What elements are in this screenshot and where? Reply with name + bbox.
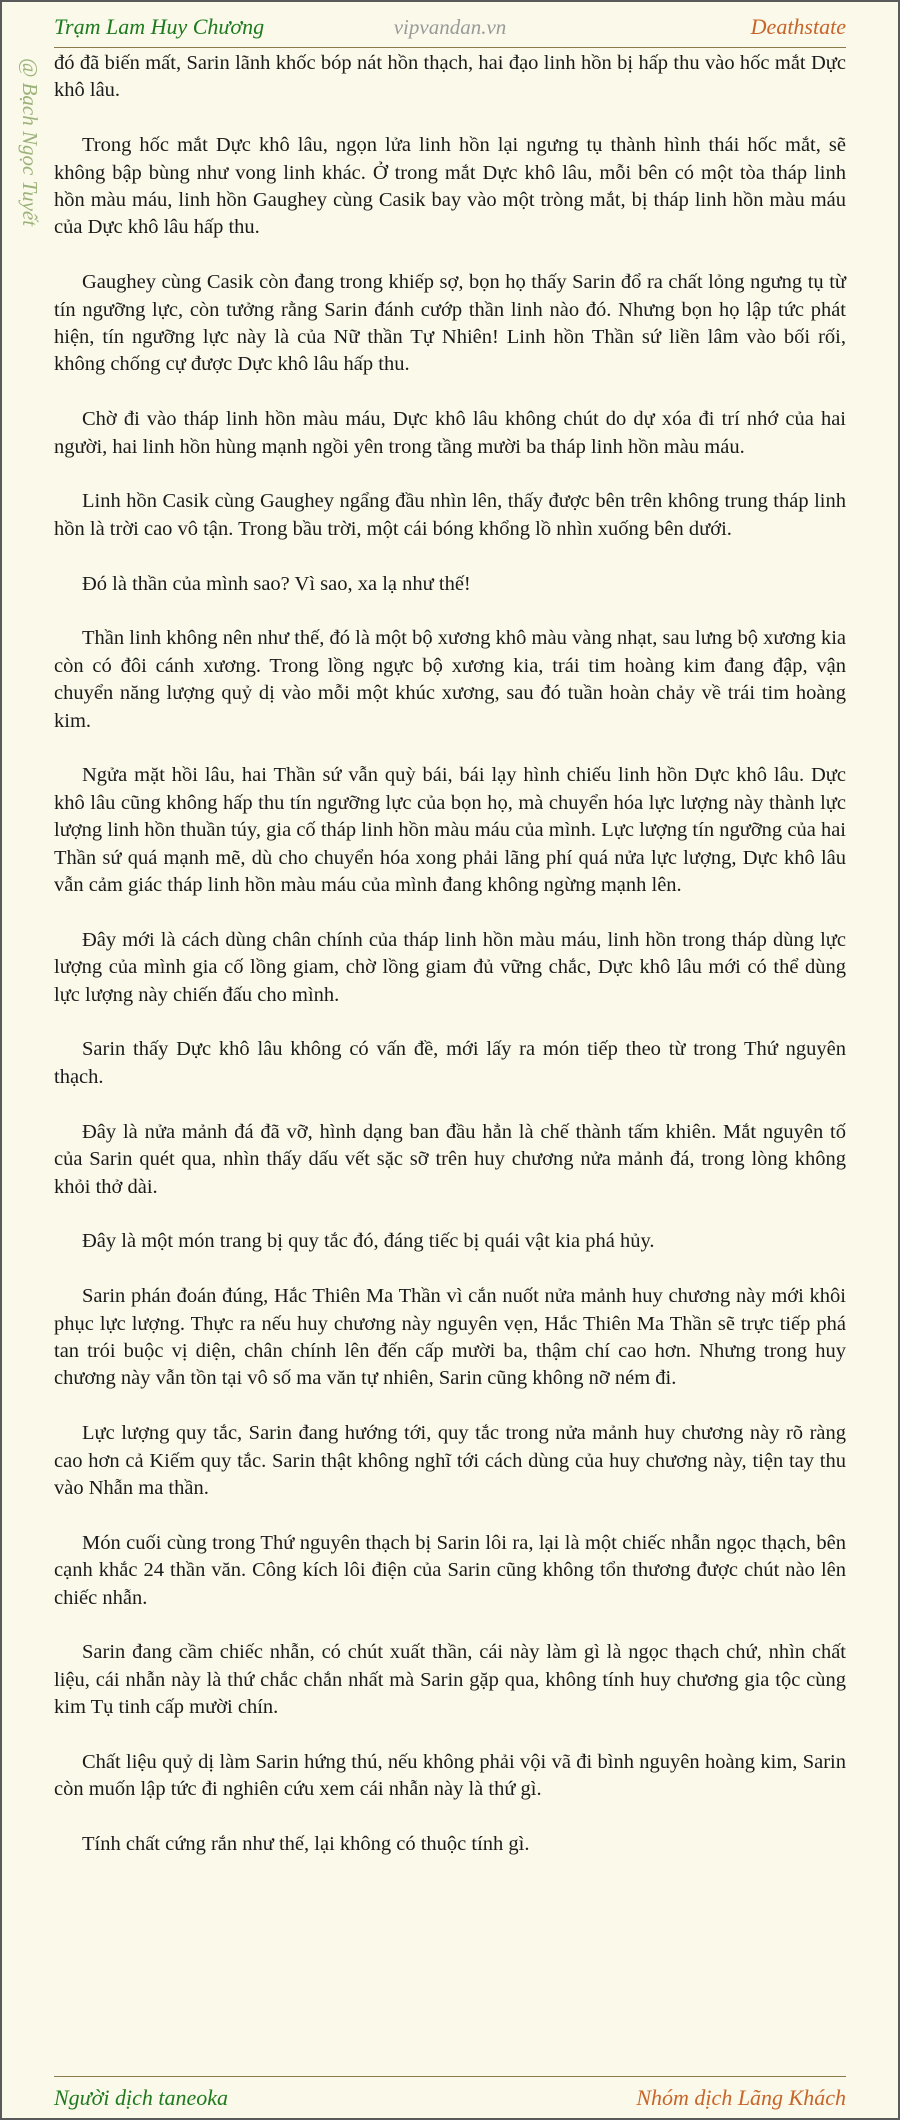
paragraph: Gaughey cùng Casik còn đang trong khiếp sợ, bọn họ thấy Sarin đổ ra chất lỏng ngưng tụ từ tín ngưỡng lực, còn tưởng rằng Sarin đánh cướp thần linh nào đó. Nhưng bọn họ lập tức phát hiện, tín ngưỡng lực này là của Nữ thần Tự Nhiên! Linh hồn Thần sứ liền lâm vào bối rối, không chống cự được Dực khô lâu hấp thu. <box>54 271 846 376</box>
footer-translation-group: Nhóm dịch Lãng Khách <box>636 2085 846 2110</box>
chapter-text <box>54 50 846 1886</box>
paragraph: Linh hồn Casik cùng Gaughey ngẩng đầu nhìn lên, thấy được bên trên không trung tháp linh hồn là trời cao vô tận. Trong bầu trời, một cái bóng khổng lồ nhìn xuống bên dưới. <box>54 490 846 540</box>
header-book-title: Deathstate <box>750 14 846 39</box>
side-watermark: @ Bạch Ngọc Tuyết <box>18 58 42 227</box>
page-header <box>54 8 846 46</box>
paragraph: Đây là nửa mảnh đá đã vỡ, hình dạng ban đầu hẳn là chế thành tấm khiên. Mắt nguyên tố của Sarin quét qua, nhìn thấy dấu vết sặc sỡ trên huy chương nửa mảnh đá, trong lòng không khỏi thở dài. <box>54 1120 846 1198</box>
header-website[interactable]: vipvandan.vn <box>393 14 507 39</box>
header-divider <box>54 47 846 48</box>
paragraph: Chất liệu quỷ dị làm Sarin hứng thú, nếu không phải vội vã đi bình nguyên hoàng kim, Sarin còn muốn lập tức đi nghiên cứu xem cái nhẫn này là thứ gì. <box>54 1750 846 1801</box>
paragraph: Đó là thần của mình sao? Vì sao, xa lạ như thế! <box>82 572 471 595</box>
paragraph: Sarin phán đoán đúng, Hắc Thiên Ma Thần vì cắn nuốt nửa mảnh huy chương này mới khôi phục lực lượng. Thực ra nếu huy chương này nguyên vẹn, Hắc Thiên Ma Thần sẽ trực tiếp phá tan trói buộc vị diện, chân chính lên đến cấp mười ba, thậm chí cao hơn. Nhưng trong huy chương này vẫn tồn tại vô số ma văn tự nhiên, Sarin cũng không nỡ ném đi. <box>54 1285 846 1390</box>
header-site-name: Trạm Lam Huy Chương <box>54 14 265 39</box>
paragraph: Đây mới là cách dùng chân chính của tháp linh hồn màu máu, linh hồn trong tháp dùng lực lượng của mình gia cố lồng giam, chờ lồng giam đủ vững chắc, Dực khô lâu mới có thể dùng lực lượng này chiến đấu cho mình. <box>54 928 846 1006</box>
footer-translator: Người dịch taneoka <box>54 2085 229 2110</box>
paragraph: Lực lượng quy tắc, Sarin đang hướng tới, quy tắc trong nửa mảnh huy chương này rõ ràng cao hơn cả Kiếm quy tắc. Sarin thật không nghĩ tới cách dùng của huy chương này, tiện tay thu vào Nhẫn ma thần. <box>54 1422 846 1499</box>
page-footer <box>54 2080 846 2116</box>
footer-divider <box>54 2076 846 2077</box>
paragraph: Chờ đi vào tháp linh hồn màu máu, Dực khô lâu không chút do dự xóa đi trí nhớ của hai người, hai linh hồn hùng mạnh ngồi yên trong tầng mười ba tháp linh hồn màu máu. <box>54 408 846 458</box>
paragraph: Đây là một món trang bị quy tắc đó, đáng tiếc bị quái vật kia phá hủy. <box>82 1230 655 1253</box>
paragraph: Sarin thấy Dực khô lâu không có vấn đề, mới lấy ra món tiếp theo từ trong Thứ nguyên thạch. <box>54 1038 846 1088</box>
paragraph: Sarin đang cầm chiếc nhẫn, có chút xuất thần, cái này làm gì là ngọc thạch chứ, nhìn chất liệu, cái nhẫn này là thứ chắc chắn nhất mà Sarin gặp qua, không tính huy chương gia tộc cùng kim Tụ tinh cấp mười chín. <box>54 1641 846 1719</box>
paragraph: Thần linh không nên như thế, đó là một bộ xương khô màu vàng nhạt, sau lưng bộ xương kia còn có đôi cánh xương. Trong lồng ngực bộ xương kia, trái tim hoàng kim đang đập, vận chuyển năng lượng quỷ dị vào mỗi một khúc xương, sau đó tuần hoàn chảy về trái tim hoàng kim. <box>54 627 846 732</box>
paragraph: Ngửa mặt hồi lâu, hai Thần sứ vẫn quỳ bái, bái lạy hình chiếu linh hồn Dực khô lâu. Dực khô lâu cũng không hấp thu tín ngưỡng lực của bọn họ, mà chuyển hóa lực lượng này thành lực lượng linh hồn thuần túy, gia cố tháp linh hồn màu máu của mình. Lực lượng tín ngưỡng của hai Thần sứ quá mạnh mẽ, dù cho chuyển hóa xong phải lãng phí quá nửa lực lượng, Dực khô lâu vẫn cảm giác tháp linh hồn màu máu của mình đang không ngừng mạnh lên. <box>54 764 846 897</box>
paragraph: Tính chất cứng rắn như thế, lại không có thuộc tính gì. <box>82 1833 530 1856</box>
paragraph: Trong hốc mắt Dực khô lâu, ngọn lửa linh hồn lại ngưng tụ thành hình thái hốc mắt, sẽ không bập bùng như vong linh khác. Ở trong mắt Dực khô lâu, mỗi bên có một tòa tháp linh hồn màu máu, linh hồn Gaughey cùng Casik bay vào một tròng mắt, bị tháp linh hồn màu máu của Dực khô lâu hấp thu. <box>54 134 846 239</box>
paragraph: đó đã biến mất, Sarin lãnh khốc bóp nát hồn thạch, hai đạo linh hồn bị hấp thu vào hốc mắt Dực khô lâu. <box>54 52 846 102</box>
paragraph: Món cuối cùng trong Thứ nguyên thạch bị Sarin lôi ra, lại là một chiếc nhẫn ngọc thạch, bên cạnh khắc 24 thần văn. Công kích lôi điện của Sarin cũng không tổn thương được chút nào lên chiếc nhẫn. <box>54 1531 846 1609</box>
